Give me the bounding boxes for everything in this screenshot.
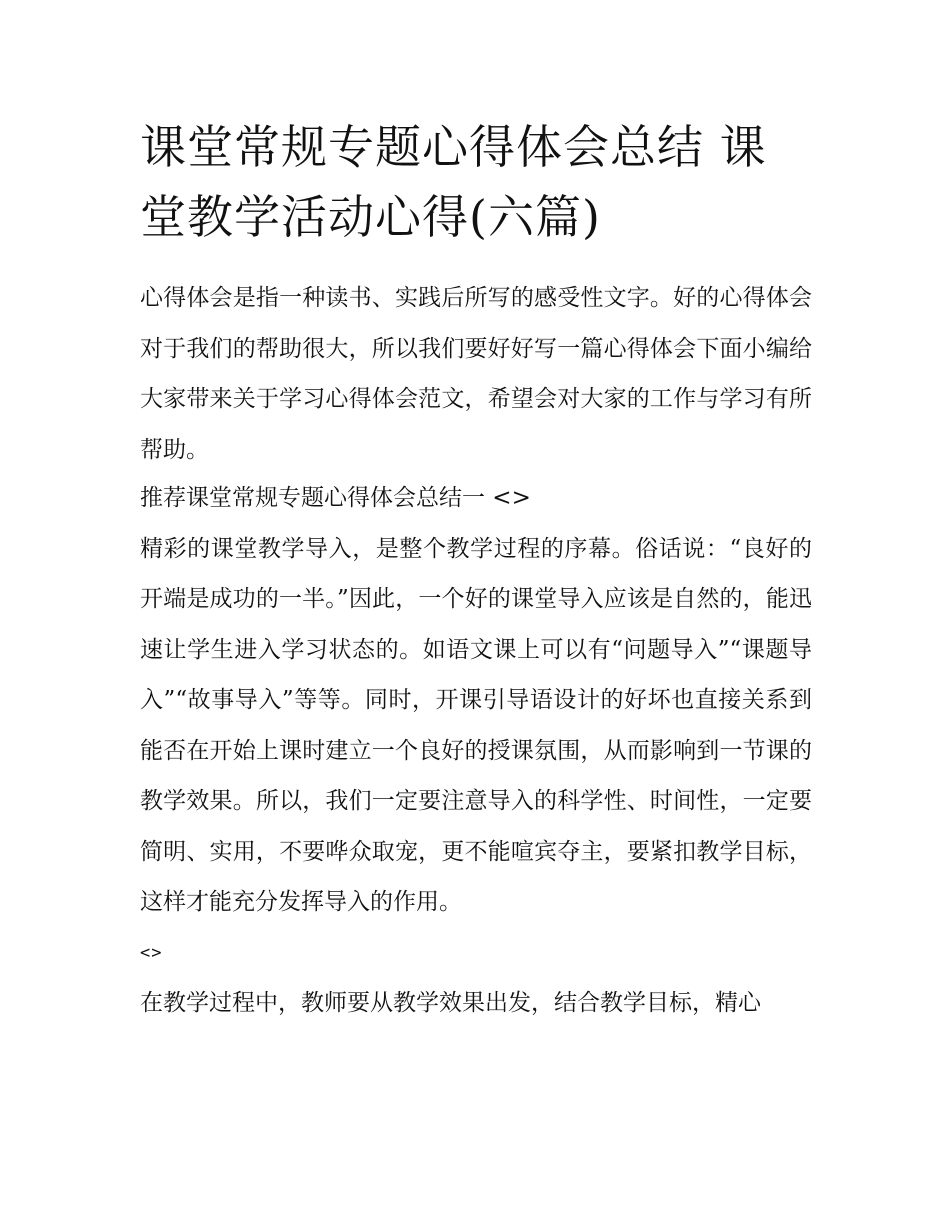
document-content bbox=[140, 112, 812, 1029]
intro-paragraph: 心得体会是指一种读书、实践后所写的感受性文字。好的心得体会对于我们的帮助很大，所以我们要好好写一篇心得体会下面小编给大家带来关于学习心得体会范文，希望会对大家的工作与学习有所帮助。 bbox=[140, 285, 812, 463]
placeholder-marker: <> bbox=[140, 942, 163, 963]
document-body bbox=[140, 273, 812, 1029]
section-heading-1: 推荐课堂常规专题心得体会总结一 <> bbox=[140, 485, 531, 511]
body-paragraph-1: 精彩的课堂教学导入，是整个教学过程的序幕。俗话说：“良好的开端是成功的一半。”因此，一个好的课堂导入应该是自然的，能迅速让学生进入学习状态的。如语文课上可以有“问题导入”“课题导入”“故事导入”等等。同时，开课引导语设计的好坏也直接关系到能否在开始上课时建立一个良好的授课氛围，从而影响到一节课的教学效果。所以，我们一定要注意导入的科学性、时间性，一定要简明、实用，不要哗众取宠，更不能喧宾夺主，要紧扣教学目标，这样才能充分发挥导入的作用。 bbox=[140, 535, 812, 915]
document-title: 课堂常规专题心得体会总结 课堂教学活动心得(六篇) bbox=[140, 120, 767, 244]
body-paragraph-2: 在教学过程中，教师要从教学效果出发，结合教学目标，精心 bbox=[140, 990, 761, 1016]
